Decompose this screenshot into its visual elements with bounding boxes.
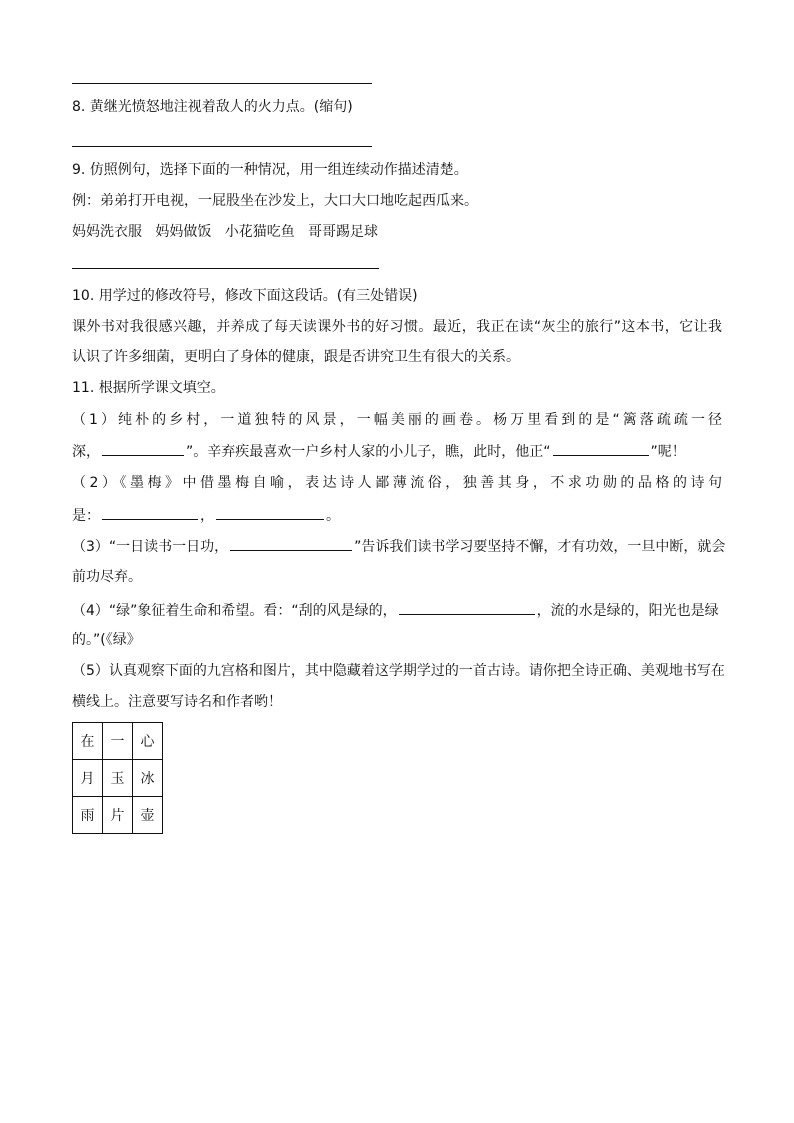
q11-part2-text-b: ， — [200, 508, 214, 524]
answer-line-q9[interactable] — [72, 268, 379, 269]
grid-cell: 雨 — [73, 797, 103, 834]
q11-part5-line2: 横线上。注意要写诗名和作者哟！ — [72, 694, 282, 710]
blank-3-1[interactable] — [230, 536, 352, 551]
nine-square-grid — [72, 722, 163, 834]
q11-part3-text-a: （3）“一日读书一日功， — [72, 539, 229, 555]
q11-part4-line2: 的。”(《绿》 — [72, 632, 141, 648]
question-10-passage-line-2: 认识了许多细菌，更明白了身体的健康，跟是否讲究卫生有很大的关系。 — [72, 349, 520, 365]
question-9-example: 例：弟弟打开电视，一屁股坐在沙发上，大口大口地吃起西瓜来。 — [72, 193, 478, 209]
grid-cell: 心 — [133, 723, 163, 760]
q11-part1-text-a: 深， — [72, 444, 100, 460]
question-10-title: 10. 用学过的修改符号，修改下面这段话。(有三处错误) — [72, 288, 418, 304]
grid-cell: 片 — [103, 797, 133, 834]
grid-cell: 一 — [103, 723, 133, 760]
grid-row — [73, 760, 163, 797]
grid-cell: 玉 — [103, 760, 133, 797]
question-9-options: 妈妈洗衣服 妈妈做饭 小花猫吃鱼 哥哥踢足球 — [72, 224, 379, 240]
answer-line-q8[interactable] — [72, 146, 372, 147]
q11-part1-text-b: ”。辛弃疾最喜欢一户乡村人家的小儿子，瞧，此时，他正“ — [186, 444, 551, 460]
q11-part1-text-c: ”呢！ — [650, 444, 686, 460]
question-10-passage-line-1: 课外书对我很感兴趣，并养成了每天读课外书的好习惯。最近，我正在读“灰尘的旅行”这本书，它让我 — [72, 319, 722, 335]
q11-part4-text-b: ，流的水是绿的，阳光也是绿 — [536, 603, 719, 619]
q11-part1-line2 — [72, 441, 686, 462]
q11-part2-line2 — [72, 505, 340, 526]
q11-part2-text-a: 是： — [72, 508, 100, 524]
q11-part1-line1: （1）纯朴的乡村，一道独特的风景，一幅美丽的画卷。杨万里看到的是“篱落疏疏一径 — [72, 412, 722, 428]
blank-1-1[interactable] — [102, 441, 184, 456]
blank-4-1[interactable] — [399, 600, 535, 615]
blank-2-1[interactable] — [102, 505, 198, 520]
blank-2-2[interactable] — [216, 505, 324, 520]
grid-cell: 壶 — [133, 797, 163, 834]
question-11-title: 11. 根据所学课文填空。 — [72, 380, 225, 396]
grid-row — [73, 723, 163, 760]
q11-part3-line2: 前功尽弃。 — [72, 569, 142, 585]
q11-part2-line1: （2）《墨梅》中借墨梅自喻，表达诗人鄙薄流俗，独善其身，不求功勋的品格的诗句 — [72, 475, 722, 491]
grid-cell: 在 — [73, 723, 103, 760]
q11-part4-line1 — [72, 600, 719, 621]
q11-part3-line1 — [72, 536, 725, 557]
question-8: 8. 黄继光愤怒地注视着敌人的火力点。(缩句) — [72, 99, 353, 115]
blank-1-2[interactable] — [553, 441, 649, 456]
q11-part5-line1: （5）认真观察下面的九宫格和图片，其中隐藏着这学期学过的一首古诗。请你把全诗正确、美观地书写在 — [72, 663, 725, 679]
answer-line-q7[interactable] — [72, 83, 372, 84]
grid-cell: 月 — [73, 760, 103, 797]
grid-cell: 冰 — [133, 760, 163, 797]
question-9-title: 9. 仿照例句，选择下面的一种情况，用一组连续动作描述清楚。 — [72, 162, 468, 178]
grid-row — [73, 797, 163, 834]
q11-part3-text-b: ”告诉我们读书学习要坚持不懈，才有功效，一旦中断，就会 — [354, 539, 726, 555]
q11-part2-text-c: 。 — [326, 508, 340, 524]
q11-part4-text-a: （4）“绿”象征着生命和希望。看：“刮的风是绿的， — [72, 603, 397, 619]
